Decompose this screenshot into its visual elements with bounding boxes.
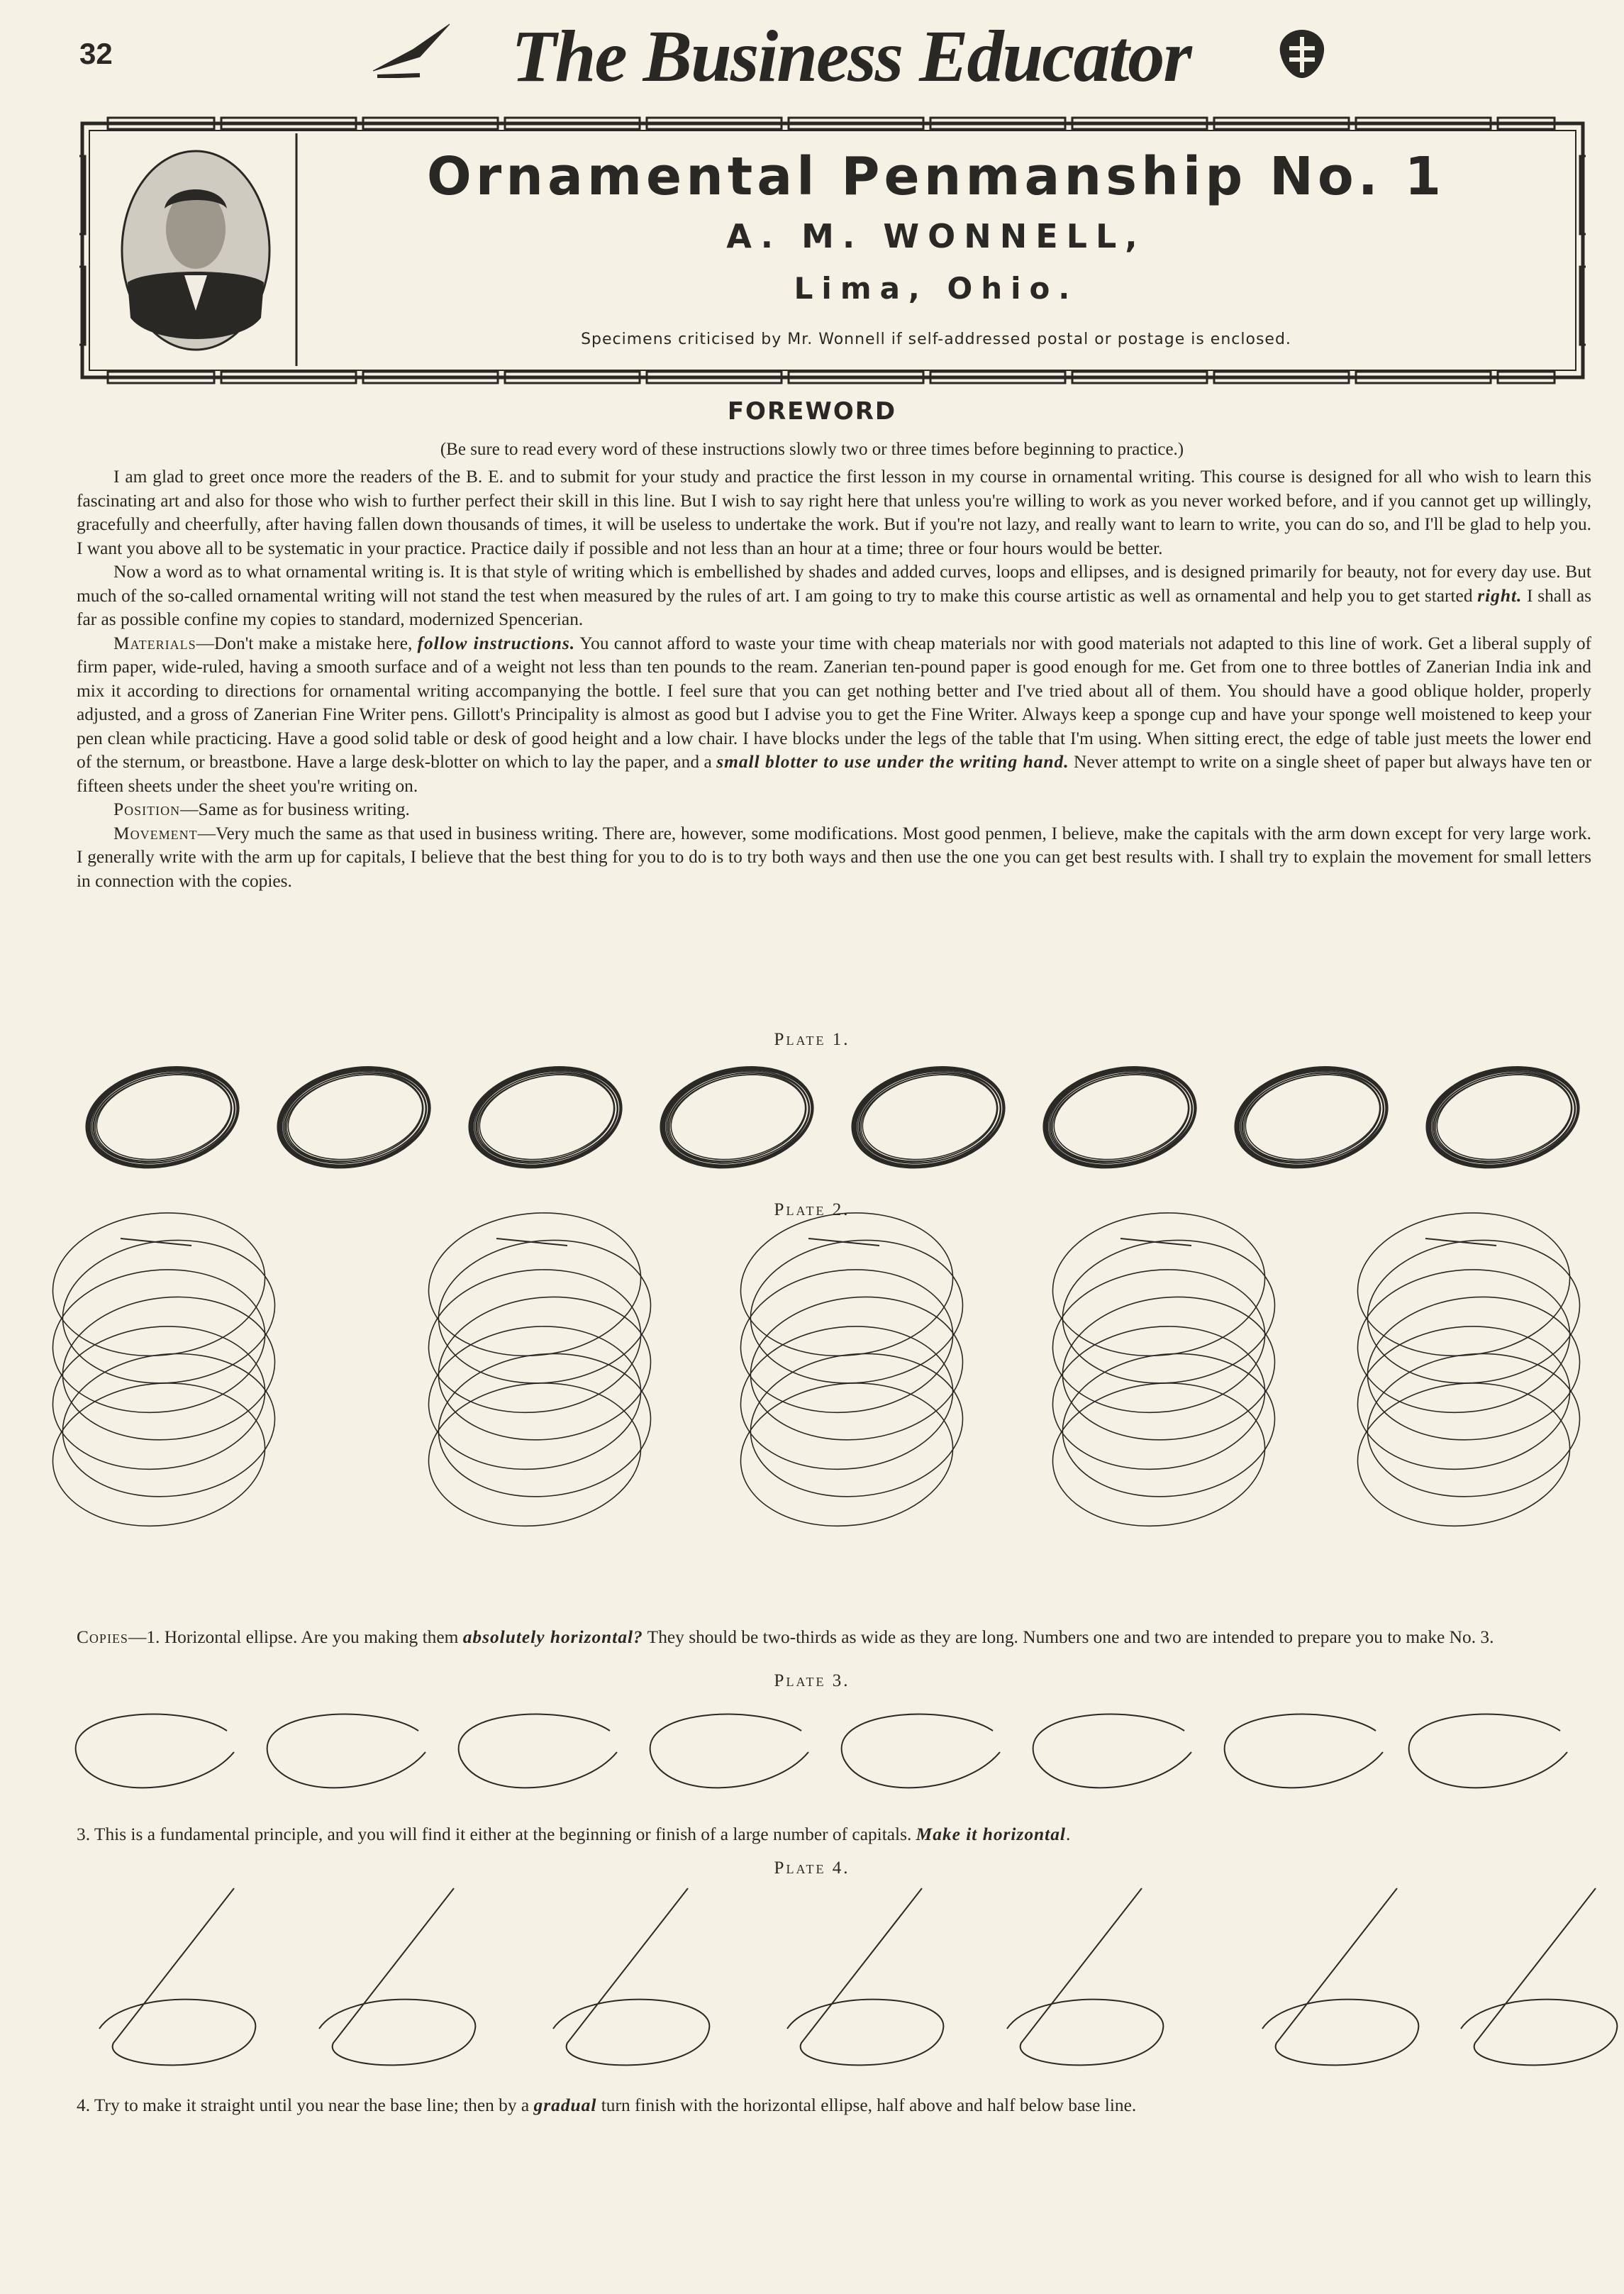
plate-2-ellipses (0, 1220, 1624, 1617)
plate1-ellipse-stroke (845, 1056, 1013, 1180)
plate3-ellipse-stroke (459, 1714, 617, 1788)
plate2-ellipse-stroke (743, 1287, 969, 1450)
plate-1-label: Plate 1. (774, 1030, 850, 1049)
plate2-ellipse-stroke (45, 1259, 272, 1422)
plate3-ellipse-stroke (842, 1714, 1000, 1788)
plate2-ellipse-stroke (1045, 1259, 1272, 1422)
plate2-ellipse-stroke (1360, 1230, 1586, 1393)
plate2-ellipse-stroke (733, 1202, 960, 1365)
plate2-ellipse-stroke (1055, 1287, 1281, 1450)
plate2-ellipse-stroke (1350, 1259, 1576, 1422)
plate2-ellipse-stroke (733, 1259, 960, 1422)
plate2-ellipse-stroke (55, 1287, 282, 1450)
plate2-ellipse-stroke (1055, 1230, 1281, 1393)
plate-3-label: Plate 3. (774, 1671, 850, 1690)
plate2-ellipse-stroke (421, 1316, 647, 1479)
paragraph-definition: Now a word as to what ornamental writing is. It is that style of writing which is embellished by shades and added curves, loops and ellipses, and is designed primarily for beauty, not for every day use. But much of the so-called ornamental writing will not stand the test when measured by the rules of art. I am going to try to make this course artistic as well as ornamental and help you to get started right. I shall as far as possible confine my copies to standard, modernized Spencerian. (77, 562, 1591, 629)
plate1-ellipse-stroke (1228, 1056, 1396, 1180)
plate2-ellipse-stroke (743, 1343, 969, 1507)
plate2-ellipse-stroke (743, 1230, 969, 1393)
plate1-ellipse-stroke (654, 1056, 821, 1180)
plate2-ellipse-stroke (45, 1373, 272, 1536)
author-name: A. M. WONNELL, (726, 217, 1146, 255)
plate2-arrow (808, 1239, 879, 1246)
plate2-ellipse-stroke (421, 1373, 647, 1536)
plate4-figure-stroke (1007, 1888, 1163, 2065)
plate4-figure-stroke (319, 1888, 475, 2065)
plate3-ellipse-stroke (76, 1714, 234, 1788)
article-title: Ornamental Penmanship No. 1 (426, 146, 1446, 207)
plate2-ellipse-stroke (431, 1287, 657, 1450)
foreword-heading: FOREWORD (727, 397, 897, 426)
plate2-ellipse-stroke (1360, 1287, 1586, 1450)
plate4-figure-stroke (553, 1888, 709, 2065)
plate-1-ellipses (0, 1050, 1624, 1185)
plate2-ellipse-stroke (1045, 1373, 1272, 1536)
plate4-figure-stroke (1262, 1888, 1418, 2065)
plate2-ellipse-stroke (55, 1230, 282, 1393)
header-note: Specimens criticised by Mr. Wonnell if self-addressed postal or postage is enclosed. (581, 331, 1291, 348)
author-location: Lima, Ohio. (794, 271, 1079, 306)
caption-copies: Copies—1. Horizontal ellipse. Are you making them absolutely horizontal? They should be two-thirds as wide as they are long. Numbers one and two are intended to prepare you to make No. 3. (77, 1627, 1494, 1647)
position-label: Position (113, 799, 181, 819)
paragraph-intro: I am glad to greet once more the readers of the B. E. and to submit for your study and practice the first lesson in my course in ornamental writing. This course is designed for all who wish to learn this fascinating art and also for those who wish to further perfect their skill in this line. But I wish to say right here that unless you're willing to work as you never worked before, and if you cannot get up willingly, gracefully and cheerfully, after having fallen down thousands of times, it will be useless to undertake the work. But if you're not lazy, and really want to learn to write, you can do so, and I'll be glad to help you. I want you above all to be systematic in your practice. Practice daily if possible and not less than an hour at a time; three or four hours would be better. (77, 467, 1591, 558)
paragraph-position: Position—Same as for business writing. (113, 799, 410, 819)
portrait (119, 148, 272, 353)
plate2-ellipse-stroke (1360, 1343, 1586, 1507)
plate2-ellipse-stroke (55, 1343, 282, 1507)
plate2-ellipse-stroke (421, 1202, 647, 1365)
plate4-figure-stroke (787, 1888, 943, 2065)
plate2-arrow (496, 1239, 567, 1246)
plate3-ellipse-stroke (1225, 1714, 1383, 1788)
plate2-ellipse-stroke (431, 1343, 657, 1507)
plate-4-label: Plate 4. (774, 1858, 850, 1878)
plate1-ellipse-stroke (271, 1056, 438, 1180)
materials-label: Materials (113, 633, 196, 653)
plate-4-figures (0, 1880, 1624, 2093)
plate2-ellipse-stroke (45, 1202, 272, 1365)
plate2-ellipse-stroke (1350, 1202, 1576, 1365)
plate2-ellipse-stroke (1350, 1373, 1576, 1536)
emblem-icon (1274, 27, 1330, 81)
plate2-ellipse-stroke (1045, 1202, 1272, 1365)
caption-3: 3. This is a fundamental principle, and you will find it either at the beginning or finish of a large number of capitals. Make it horizontal. (77, 1824, 1071, 1844)
plate2-ellipse-stroke (733, 1316, 960, 1479)
plate1-ellipse-stroke (79, 1056, 247, 1180)
plate4-figure-stroke (1461, 1888, 1617, 2065)
plate2-ellipse-stroke (1055, 1343, 1281, 1507)
caption-4: 4. Try to make it straight until you near the base line; then by a gradual turn finish with the horizontal ellipse, half above and half below base line. (77, 2095, 1137, 2115)
quill-icon (370, 21, 455, 78)
plate2-ellipse-stroke (733, 1373, 960, 1536)
plate3-ellipse-stroke (1033, 1714, 1191, 1788)
plate2-arrow (1425, 1239, 1496, 1246)
plate2-ellipse-stroke (1045, 1316, 1272, 1479)
plate1-ellipse-stroke (462, 1056, 630, 1180)
plate3-ellipse-stroke (267, 1714, 426, 1788)
plate-3-ellipses (0, 1695, 1624, 1816)
plate1-ellipse-stroke (1420, 1056, 1587, 1180)
plate2-ellipse-stroke (1350, 1316, 1576, 1479)
plate2-ellipse-stroke (45, 1316, 272, 1479)
plate1-ellipse-stroke (1037, 1056, 1204, 1180)
paragraph-movement: Movement—Very much the same as that used in business writing. There are, however, some modifications. Most good penmen, I believe, make the capitals with the arm down except for very large work. I generally write with the arm up for capitals, I believe that the best thing for you to do is to try both ways and then use the one you can get best results with. I shall try to explain the movement for small letters in connection with the copies. (77, 823, 1591, 891)
plate2-ellipse-stroke (431, 1230, 657, 1393)
movement-label: Movement (113, 823, 198, 843)
paragraph-materials: Materials—Don't make a mistake here, follow instructions. You cannot afford to waste your time with cheap materials nor with good materials not adapted to this line of work. Get a liberal supply of firm paper, wide-ruled, having a smooth surface and of a weight not less than ten pounds to the ream. Zanerian ten-pound paper is good enough for me. Get from one to three bottles of Zanerian India ink and mix it according to directions for ornamental writing accompanying the bottle. I feel sure that you can get nothing better and I've tried about all of them. You should have a good oblique holder, properly adjusted, and a gross of Zanerian Fine Writer pens. Gillott's Principality is almost as good but I advise you to get the Fine Writer. Always keep a sponge cup and have your sponge well moistened to keep your pen clean while practicing. Have a good solid table or desk of good height and a low chair. I have blocks under the legs of the table that I'm using. When sitting erect, the edge of table just meets the lower end of the sternum, or breastbone. Have a large desk-blotter on which to lay the paper, and a small blotter to use under the writing hand. Never attempt to write on a single sheet of paper but always have ten or fifteen sheets under the sheet you're writing on. (77, 633, 1592, 796)
plate2-arrow (121, 1239, 191, 1246)
page-number: 32 (79, 37, 113, 70)
plate4-figure-stroke (99, 1888, 255, 2065)
foreword-note: (Be sure to read every word of these instructions slowly two or three times before beginning to practice.) (440, 440, 1184, 459)
plate3-ellipse-stroke (650, 1714, 808, 1788)
plate3-ellipse-stroke (1409, 1714, 1567, 1788)
foreword-body (77, 465, 1591, 893)
plate2-arrow (1120, 1239, 1191, 1246)
plate2-ellipse-stroke (421, 1259, 647, 1422)
plate-2-label: Plate 2. (774, 1200, 850, 1219)
masthead-title: The Business Educator (511, 16, 1191, 97)
